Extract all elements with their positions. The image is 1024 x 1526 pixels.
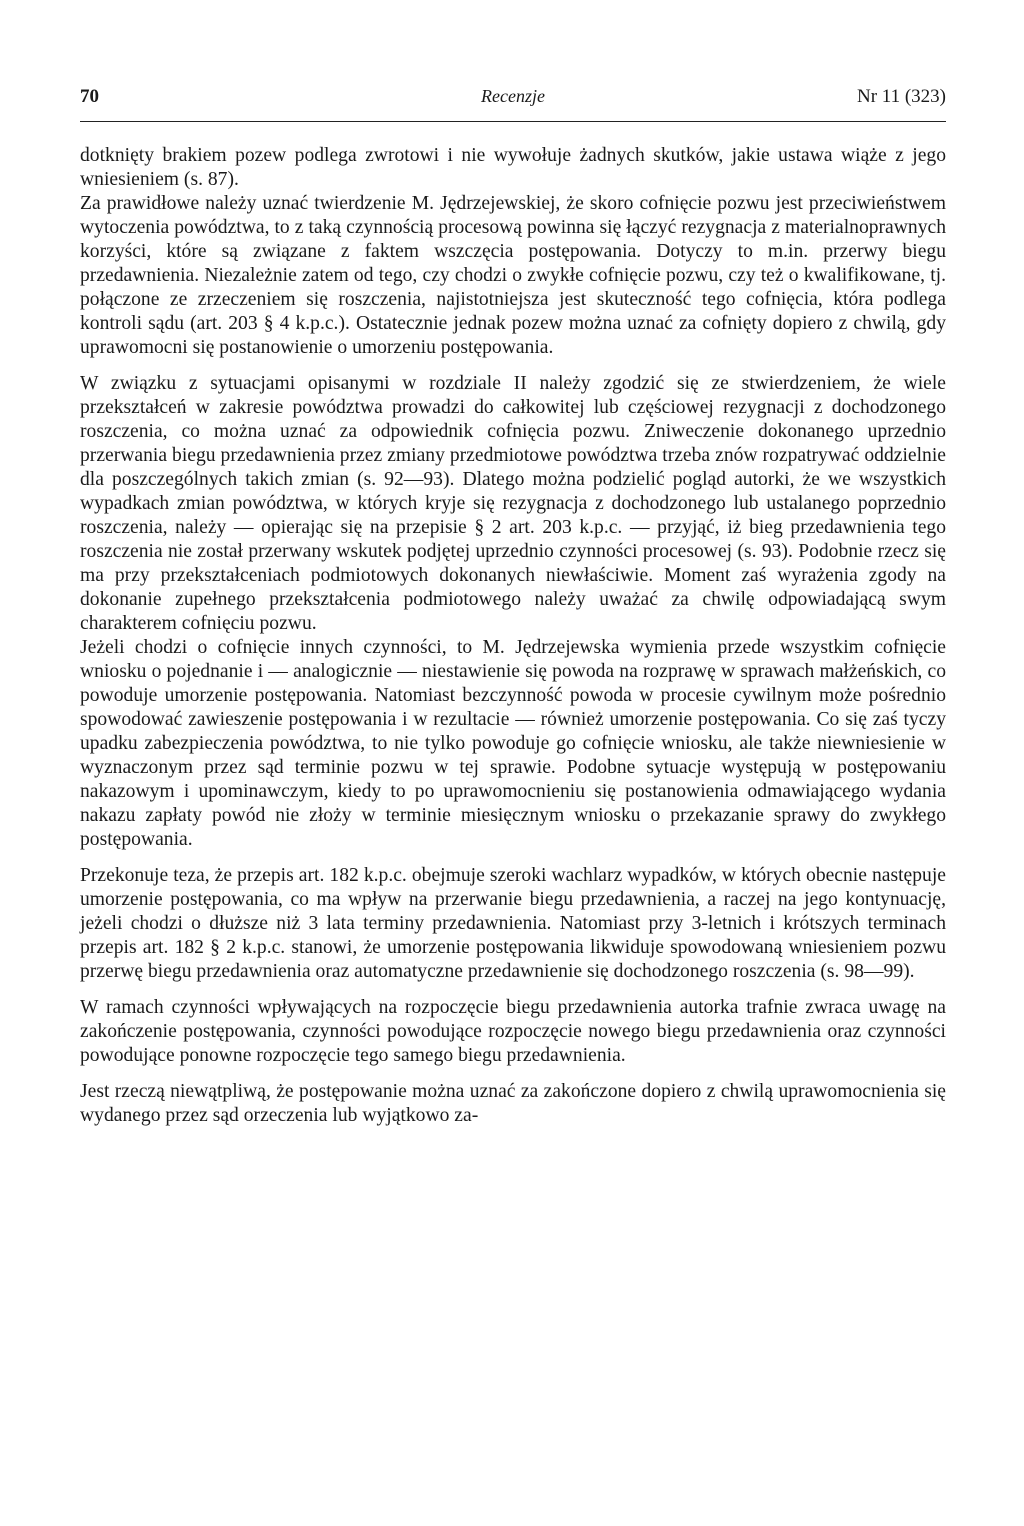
running-title: Recenzje <box>481 86 545 106</box>
paragraph: W związku z sytuacjami opisanymi w rozdziale II należy zgodzić się ze stwierdzeniem, że wiele przekształceń w zakresie powództwa prowadzi do całkowitej lub częściowej rezygnacji z dochodzonego roszczenia, co można uznać za odpowiednik cofnięcia pozwu. Zniweczenie dokonanego uprzednio przerwania biegu przedawnienia przez zmiany przedmiotowe powództwa trzeba znów rozpatrywać oddzielnie dla poszczególnych takich zmian (s. 92—93). Dlatego można podzielić pogląd autorki, że we wszystkich wypadkach zmian powództwa, w których kryje się rezygnacja z dochodzonego lub ustalanego poprzednio roszczenia, należy — opierając się na przepisie § 2 art. 203 k.p.c. — przyjąć, iż bieg przedawnienia tego roszczenia nie został przerwany wskutek podjętej uprzednio czynności procesowej (s. 93). Podobnie rzecz się ma przy przekształceniach podmiotowych dokonanych niewłaściwie. Moment zaś wyrażenia zgody na dokonanie zupełnego przekształcenia podmiotowego należy uważać za chwilę odpowiadającą swym charakterem cofnięciu pozwu. <box>80 373 946 634</box>
paragraph: Jeżeli chodzi o cofnięcie innych czynności, to M. Jędrzejewska wymienia przede wszystkim cofnięcie wniosku o pojednanie i — analogicznie — niestawienie się powoda na rozprawę w sprawach małżeńskich, co powoduje umorzenie postępowania. Natomiast bezczynność powoda w procesie cywilnym może pośrednio spowodować zawieszenie postępowania i w rezultacie — również umorzenie postępowania. Co się zaś tyczy upadku zabezpieczenia powództwa, to nie tylko powoduje go cofnięcie wniosku, ale także niewniesienie w wyznaczonym przez sąd terminie pozwu w tej sprawie. Podobne sytuacje występują w postępowaniu nakazowym i upominawczym, kiedy to po uprawomocnieniu się postanowienia odmawiającego wydania nakazu zapłaty powód nie złoży w terminie miesięcznym wniosku o przekazanie sprawy do zwykłego postępowania. <box>80 637 946 850</box>
issue-number: Nr 11 (323) <box>857 86 946 107</box>
article-body <box>80 144 946 1128</box>
paragraph: dotknięty brakiem pozew podlega zwrotowi i nie wywołuje żadnych skutków, jakie ustawa wiąże z jego wniesieniem (s. 87). <box>80 145 946 190</box>
paragraph: Za prawidłowe należy uznać twierdzenie M. Jędrzejewskiej, że skoro cofnięcie pozwu jest przeciwieństwem wytoczenia powództwa, to z taką czynnością procesową powinna się łączyć rezygnacja z materialnoprawnych korzyści, które są związane z faktem wszczęcia postępowania. Dotyczy to m.in. przerwy biegu przedawnienia. Niezależnie zatem od tego, czy chodzi o zwykłe cofnięcie pozwu, czy też o kwalifikowane, tj. połączone ze zrzeczeniem się roszczenia, najistotniejsza jest skuteczność tego cofnięcia, która podlega kontroli sądu (art. 203 § 4 k.p.c.). Ostatecznie jednak pozew można uznać za cofnięty dopiero z chwilą, gdy uprawomocni się postanowienie o umorzeniu postępowania. <box>80 193 946 358</box>
header-rule <box>80 121 946 122</box>
page-header <box>80 86 946 116</box>
paragraph: Jest rzeczą niewątpliwą, że postępowanie można uznać za zakończone dopiero z chwilą uprawomocnienia się wydanego przez sąd orzeczenia lub wyjątkowo za- <box>80 1081 946 1126</box>
paragraph: Przekonuje teza, że przepis art. 182 k.p.c. obejmuje szeroki wachlarz wypadków, w których obecnie następuje umorzenie postępowania, co ma wpływ na przerwanie biegu przedawnienia, a raczej na jego kontynuację, jeżeli chodzi o dłuższe niż 3 lata terminy przedawnienia. Natomiast przy 3-letnich i krótszych terminach przepis art. 182 § 2 k.p.c. stanowi, że umorzenie postępowania likwiduje spowodowaną wniesieniem pozwu przerwę biegu przedawnienia oraz automatyczne przedawnienie się dochodzonego roszczenia (s. 98—99). <box>80 865 946 982</box>
paragraph: W ramach czynności wpływających na rozpoczęcie biegu przedawnienia autorka trafnie zwraca uwagę na zakończenie postępowania, czynności powodujące rozpoczęcie nowego biegu przedawnienia oraz czynności powodujące ponowne rozpoczęcie tego samego biegu przedawnienia. <box>80 997 946 1066</box>
page-number: 70 <box>80 86 99 107</box>
